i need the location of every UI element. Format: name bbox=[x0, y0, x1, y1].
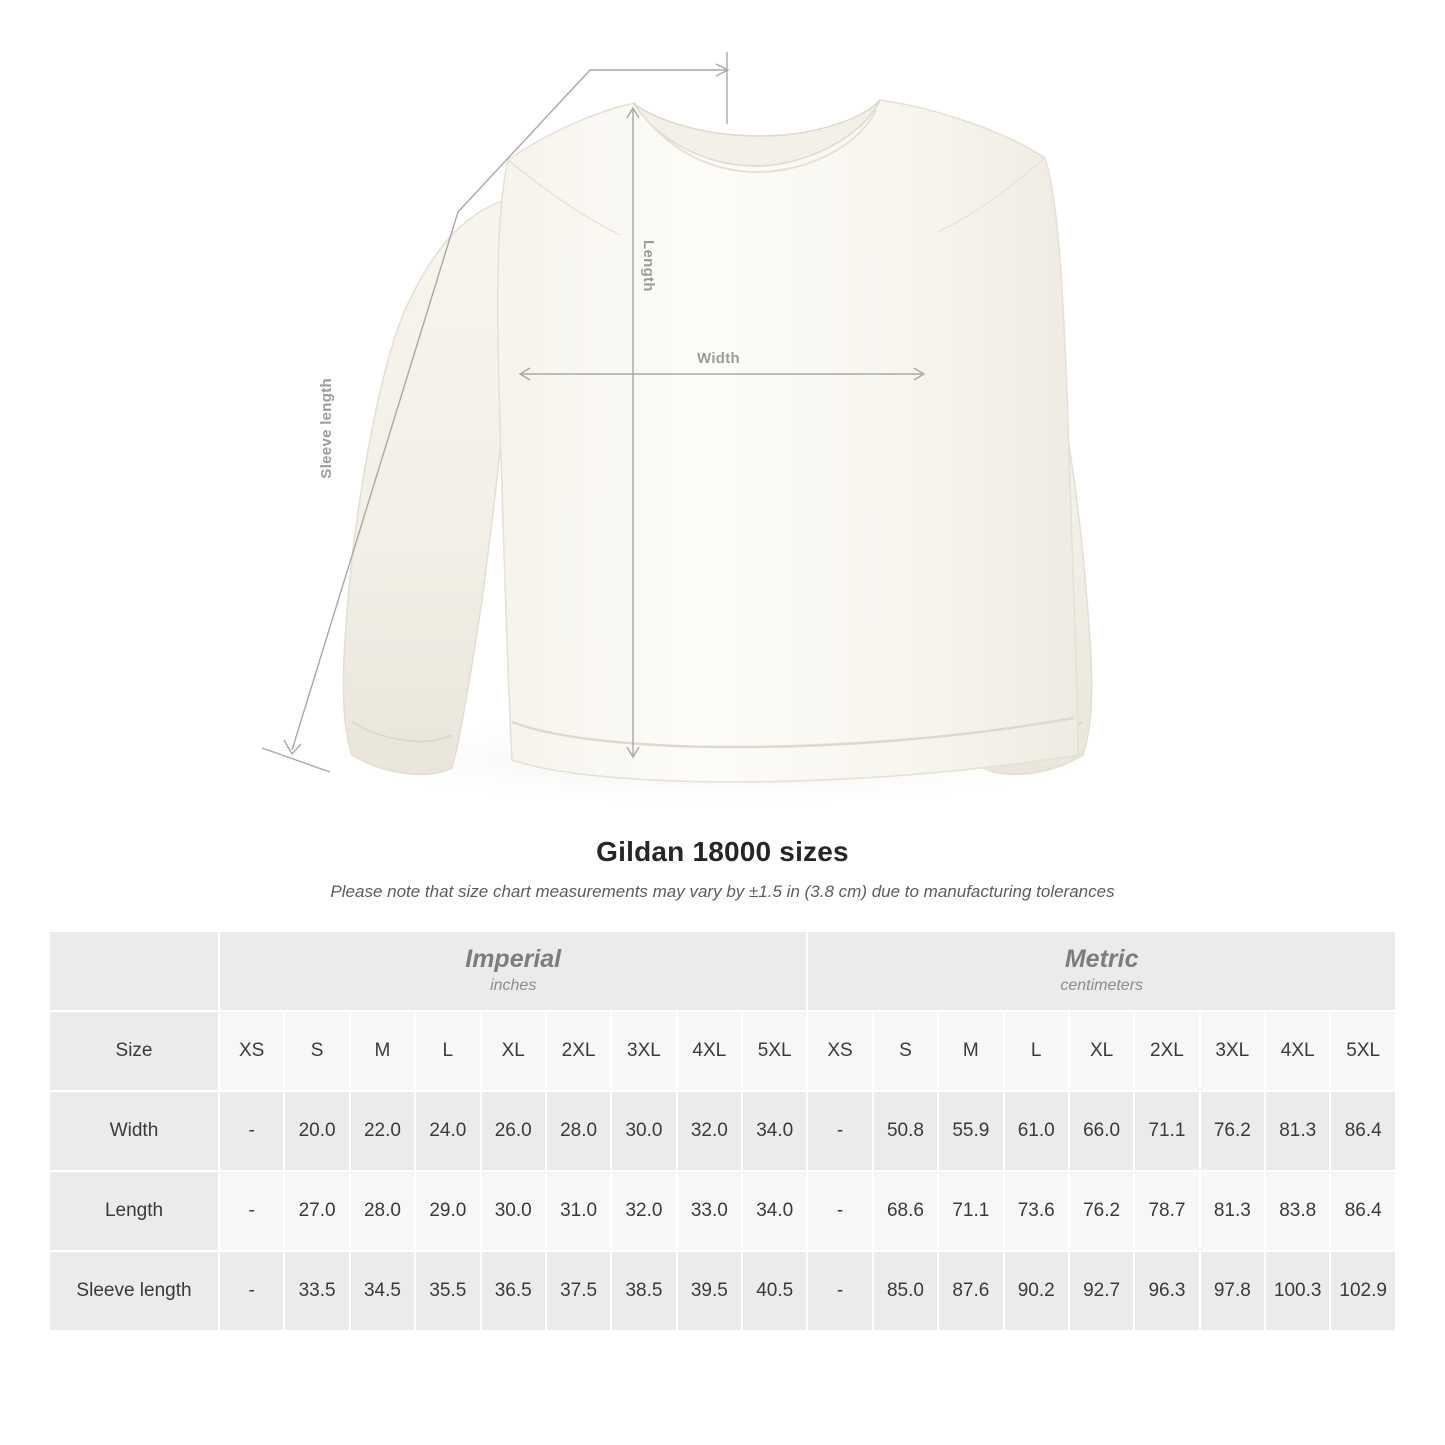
measurement-cell: 100.3 bbox=[1265, 1251, 1330, 1331]
unit-system-name: Imperial bbox=[465, 945, 562, 974]
measurement-cell: 102.9 bbox=[1330, 1251, 1396, 1331]
size-header-cell: XL bbox=[481, 1011, 546, 1091]
measurement-cell: 32.0 bbox=[677, 1091, 742, 1171]
measurement-cell: - bbox=[807, 1251, 872, 1331]
measurement-cell: 34.5 bbox=[350, 1251, 415, 1331]
measurement-cell: - bbox=[219, 1171, 284, 1251]
measurement-cell: 31.0 bbox=[546, 1171, 611, 1251]
garment-body bbox=[498, 100, 1078, 782]
size-chart-table bbox=[48, 930, 1397, 1332]
size-header-label: Size bbox=[49, 1011, 219, 1091]
measurement-cell: 78.7 bbox=[1134, 1171, 1199, 1251]
measurement-cell: 26.0 bbox=[481, 1091, 546, 1171]
left-sleeve bbox=[343, 200, 516, 774]
size-header-cell: L bbox=[1004, 1011, 1069, 1091]
measurement-cell: 73.6 bbox=[1004, 1171, 1069, 1251]
measurement-cell: 34.0 bbox=[742, 1091, 807, 1171]
size-header-cell: S bbox=[873, 1011, 938, 1091]
size-header-cell: M bbox=[938, 1011, 1003, 1091]
measurement-cell: 55.9 bbox=[938, 1091, 1003, 1171]
size-chart-table-wrap bbox=[48, 930, 1397, 1332]
measurement-cell: 37.5 bbox=[546, 1251, 611, 1331]
measurement-cell: 66.0 bbox=[1069, 1091, 1134, 1171]
measurement-cell: 29.0 bbox=[415, 1171, 480, 1251]
measurement-cell: 81.3 bbox=[1265, 1091, 1330, 1171]
unit-system-name: Metric bbox=[1064, 945, 1139, 974]
measurement-cell: 34.0 bbox=[742, 1171, 807, 1251]
measurement-cell: 30.0 bbox=[611, 1091, 676, 1171]
size-header-cell: 2XL bbox=[1134, 1011, 1199, 1091]
measurement-cell: 28.0 bbox=[546, 1091, 611, 1171]
measurement-cell: 32.0 bbox=[611, 1171, 676, 1251]
size-header-cell: 2XL bbox=[546, 1011, 611, 1091]
unit-header-row bbox=[49, 931, 1396, 1011]
unit-group-metric bbox=[807, 931, 1396, 1011]
unit-header-spacer bbox=[49, 931, 219, 1011]
measurement-cell: 71.1 bbox=[938, 1171, 1003, 1251]
measurement-cell: 50.8 bbox=[873, 1091, 938, 1171]
measurement-cell: 86.4 bbox=[1330, 1091, 1396, 1171]
unit-group-imperial bbox=[219, 931, 807, 1011]
measurement-cell: 85.0 bbox=[873, 1251, 938, 1331]
width-label: Width bbox=[697, 350, 741, 367]
measurement-cell: - bbox=[219, 1091, 284, 1171]
measurement-cell: 87.6 bbox=[938, 1251, 1003, 1331]
page-title: Gildan 18000 sizes bbox=[596, 836, 849, 867]
table-row bbox=[49, 1171, 1396, 1251]
measurement-cell: 20.0 bbox=[284, 1091, 349, 1171]
table-row bbox=[49, 1251, 1396, 1331]
size-header-cell: 4XL bbox=[1265, 1011, 1330, 1091]
measurement-cell: 39.5 bbox=[677, 1251, 742, 1331]
measurement-cell: 76.2 bbox=[1200, 1091, 1265, 1171]
measurement-cell: 97.8 bbox=[1200, 1251, 1265, 1331]
table-row bbox=[49, 1091, 1396, 1171]
title-block bbox=[0, 836, 1445, 902]
measurement-cell: 24.0 bbox=[415, 1091, 480, 1171]
size-header-cell: 5XL bbox=[1330, 1011, 1396, 1091]
size-header-row bbox=[49, 1011, 1396, 1091]
measurement-cell: 83.8 bbox=[1265, 1171, 1330, 1251]
size-header-cell: L bbox=[415, 1011, 480, 1091]
measurement-cell: - bbox=[807, 1171, 872, 1251]
size-header-cell: XL bbox=[1069, 1011, 1134, 1091]
measurement-row-label: Length bbox=[49, 1171, 219, 1251]
measurement-cell: 33.0 bbox=[677, 1171, 742, 1251]
measurement-cell: 76.2 bbox=[1069, 1171, 1134, 1251]
measurement-cell: 33.5 bbox=[284, 1251, 349, 1331]
measurement-cell: 30.0 bbox=[481, 1171, 546, 1251]
measurement-cell: 35.5 bbox=[415, 1251, 480, 1331]
size-header-cell: XS bbox=[807, 1011, 872, 1091]
size-header-cell: 4XL bbox=[677, 1011, 742, 1091]
sleeve-length-label: Sleeve length bbox=[318, 378, 335, 479]
measurement-cell: 81.3 bbox=[1200, 1171, 1265, 1251]
measurement-cell: 96.3 bbox=[1134, 1251, 1199, 1331]
sleeve-bottom-tick bbox=[262, 748, 330, 772]
measurement-cell: 28.0 bbox=[350, 1171, 415, 1251]
measurement-cell: - bbox=[807, 1091, 872, 1171]
size-header-cell: S bbox=[284, 1011, 349, 1091]
unit-name: centimeters bbox=[1060, 977, 1144, 995]
measurement-cell: 61.0 bbox=[1004, 1091, 1069, 1171]
measurement-row-label: Width bbox=[49, 1091, 219, 1171]
measurement-cell: 86.4 bbox=[1330, 1171, 1396, 1251]
measurement-cell: 40.5 bbox=[742, 1251, 807, 1331]
measurement-cell: 38.5 bbox=[611, 1251, 676, 1331]
size-header-cell: M bbox=[350, 1011, 415, 1091]
size-header-cell: 3XL bbox=[1200, 1011, 1265, 1091]
measurement-cell: 90.2 bbox=[1004, 1251, 1069, 1331]
measurement-cell: 92.7 bbox=[1069, 1251, 1134, 1331]
size-header-cell: XS bbox=[219, 1011, 284, 1091]
measurement-cell: 27.0 bbox=[284, 1171, 349, 1251]
measurement-cell: - bbox=[219, 1251, 284, 1331]
size-header-cell: 5XL bbox=[742, 1011, 807, 1091]
measurement-cell: 36.5 bbox=[481, 1251, 546, 1331]
measurement-row-label: Sleeve length bbox=[49, 1251, 219, 1331]
length-label: Length bbox=[640, 240, 657, 292]
unit-name: inches bbox=[490, 977, 537, 995]
size-header-cell: 3XL bbox=[611, 1011, 676, 1091]
measurement-cell: 22.0 bbox=[350, 1091, 415, 1171]
tolerance-note: Please note that size chart measurements may vary by ±1.5 in (3.8 cm) due to manufacturing tolerances bbox=[330, 882, 1115, 901]
measurement-cell: 68.6 bbox=[873, 1171, 938, 1251]
measurement-cell: 71.1 bbox=[1134, 1091, 1199, 1171]
